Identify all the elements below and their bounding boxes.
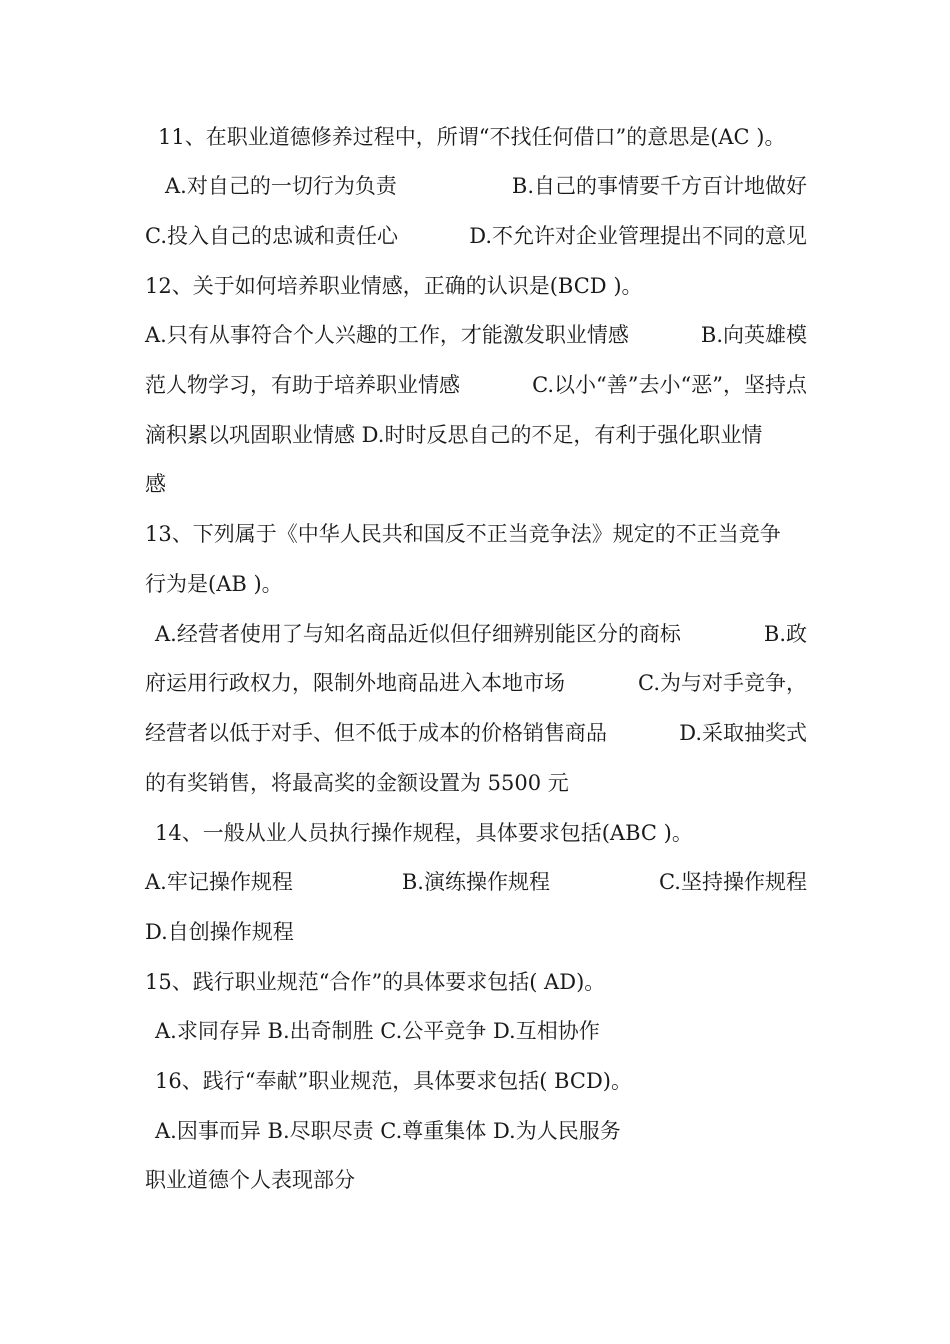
option-14-b: B.演练操作规程 bbox=[401, 870, 550, 894]
question-11-options-row-1 bbox=[165, 171, 807, 201]
question-14-options-row-2: D.自创操作规程 bbox=[145, 920, 294, 944]
question-12-options-row-1 bbox=[145, 320, 807, 350]
option-13-d-part-1: D.采取抽奖式 bbox=[679, 721, 807, 745]
option-13-c-part-2: 经营者以低于对手、但不低于成本的价格销售商品 bbox=[145, 721, 607, 745]
section-heading: 职业道德个人表现部分 bbox=[145, 1168, 355, 1192]
question-15: 15、践行职业规范“合作”的具体要求包括( AD)。 bbox=[145, 970, 606, 994]
question-12-options-row-4: 感 bbox=[145, 472, 166, 496]
question-14: 14、一般从业人员执行操作规程，具体要求包括(ABC )。 bbox=[155, 821, 693, 845]
option-12-b-part-2: 范人物学习，有助于培养职业情感 bbox=[145, 373, 460, 397]
option-12-a: A.只有从事符合个人兴趣的工作，才能激发职业情感 bbox=[145, 323, 629, 347]
question-15-options: A.求同存异 B.出奇制胜 C.公平竞争 D.互相协作 bbox=[155, 1019, 600, 1043]
option-14-c: C.坚持操作规程 bbox=[658, 870, 807, 894]
question-12: 12、关于如何培养职业情感，正确的认识是(BCD )。 bbox=[145, 274, 643, 298]
option-14-a: A.牢记操作规程 bbox=[145, 870, 293, 894]
question-13-options-row-4: 的有奖销售，将最高奖的金额设置为 5500 元 bbox=[145, 771, 569, 795]
option-11-c: C.投入自己的忠诚和责任心 bbox=[145, 224, 398, 248]
question-12-options-row-2 bbox=[145, 370, 807, 400]
question-16-options: A.因事而异 B.尽职尽责 C.尊重集体 D.为人民服务 bbox=[155, 1119, 621, 1143]
question-11-options-row-2 bbox=[145, 221, 807, 251]
option-12-c-part-1: C.以小“善”去小“恶”，坚持点 bbox=[532, 373, 807, 397]
option-13-a: A.经营者使用了与知名商品近似但仔细辨别能区分的商标 bbox=[155, 622, 681, 646]
question-13-line-2: 行为是(AB )。 bbox=[145, 572, 283, 596]
question-12-options-row-3: 滴积累以巩固职业情感 D.时时反思自己的不足，有利于强化职业情 bbox=[145, 423, 763, 447]
option-13-c-part-1: C.为与对手竞争， bbox=[638, 671, 807, 695]
question-13-options-row-3 bbox=[145, 718, 807, 748]
question-11: 11、在职业道德修养过程中，所谓“不找任何借口”的意思是(AC )。 bbox=[158, 125, 786, 149]
option-13-b-part-2: 府运用行政权力，限制外地商品进入本地市场 bbox=[145, 671, 565, 695]
option-11-b: B.自己的事情要千方百计地做好 bbox=[511, 174, 807, 198]
question-16: 16、践行“奉献”职业规范，具体要求包括( BCD)。 bbox=[155, 1069, 632, 1093]
option-11-d: D.不允许对企业管理提出不同的意见 bbox=[469, 224, 807, 248]
question-13-line-1: 13、下列属于《中华人民共和国反不正当竞争法》规定的不正当竞争 bbox=[145, 522, 781, 546]
option-13-b-part-1: B.政 bbox=[763, 622, 807, 646]
question-13-options-row-1 bbox=[155, 619, 807, 649]
question-14-options-row-1 bbox=[145, 867, 807, 897]
question-13-options-row-2 bbox=[145, 668, 807, 698]
option-11-a: A.对自己的一切行为负责 bbox=[165, 174, 397, 198]
option-12-b-part-1: B.向英雄模 bbox=[700, 323, 807, 347]
